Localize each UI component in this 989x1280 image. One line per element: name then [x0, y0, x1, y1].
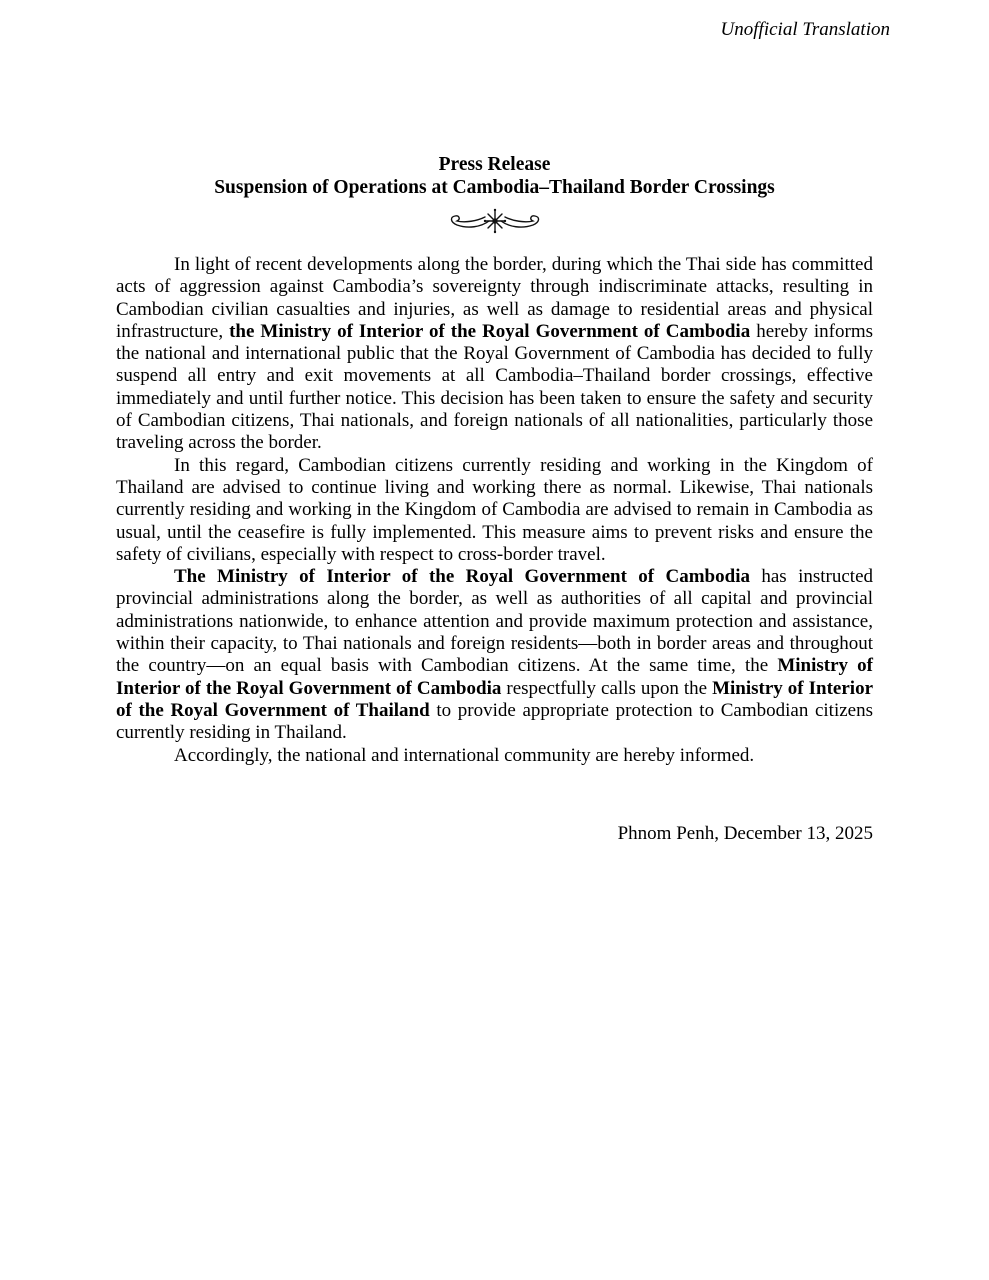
unofficial-translation-note: Unofficial Translation: [720, 19, 890, 40]
press-release-title: Press Release: [438, 154, 551, 175]
document-body: [116, 254, 873, 767]
title-block: [116, 153, 873, 199]
paragraph: In light of recent developments along the border, during which the Thai side has committed acts of aggression against Cambodia’s sovereignty through indiscriminate attacks, resulting in Cambodian civilian casualties and injuries, as well as damage to residential areas and physical infrastructure, the Ministry of Interior of the Royal Government of Cambodia hereby informs the national and international public that the Royal Government of Cambodia has decided to fully suspend all entry and exit movements at all Cambodia–Thailand border crossings, effective immediately and until further notice. This decision has been taken to ensure the safety and security of Cambodian citizens, Thai nationals, and foreign nationals of all nationalities, particularly those traveling across the border.: [116, 254, 873, 454]
floral-divider-icon: [116, 206, 873, 238]
document-subtitle: Suspension of Operations at Cambodia–Thailand Border Crossings: [214, 177, 775, 198]
dateline: Phnom Penh, December 13, 2025: [617, 822, 873, 844]
paragraph: In this regard, Cambodian citizens currently residing and working in the Kingdom of Thailand are advised to continue living and working there as normal. Likewise, Thai nationals currently residing and working in the Kingdom of Cambodia are advised to remain in Cambodia as usual, until the ceasefire is fully implemented. This measure aims to prevent risks and ensure the safety of civilians, especially with respect to cross-border travel.: [116, 454, 873, 565]
paragraph: The Ministry of Interior of the Royal Government of Cambodia has instructed provincial administrations along the border, as well as authorities of all capital and provincial administrations nationwide, to enhance attention and provide maximum protection and assistance, within their capacity, to Thai nationals and foreign residents—both in border areas and throughout the country—on an equal basis with Cambodian citizens. At the same time, the Ministry of Interior of the Royal Government of Cambodia respectfully calls upon the Ministry of Interior of the Royal Government of Thailand to provide appropriate protection to Cambodian citizens currently residing in Thailand.: [116, 566, 874, 744]
paragraph: Accordingly, the national and international community are hereby informed.: [174, 744, 755, 766]
